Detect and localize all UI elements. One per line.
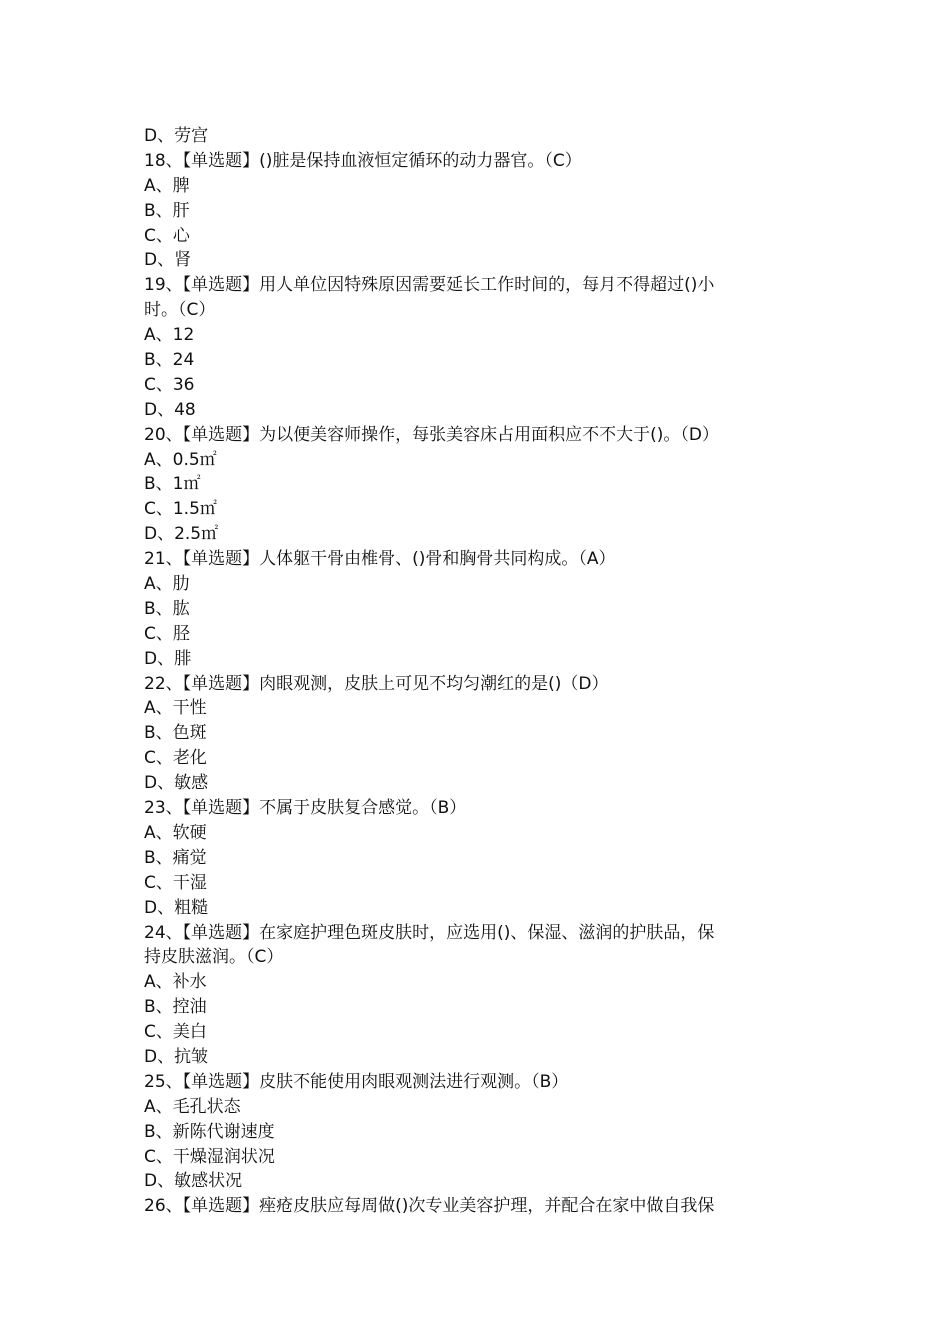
question-18-stem: 18、【单选题】()脏是保持血液恒定循环的动力器官。（C） bbox=[144, 150, 582, 171]
option-line: B、24 bbox=[144, 350, 195, 371]
option-line: A、肋 bbox=[144, 574, 190, 595]
option-line: A、补水 bbox=[144, 972, 207, 993]
question-25-stem: 25、【单选题】皮肤不能使用肉眼观测法进行观测。（B） bbox=[144, 1071, 569, 1092]
option-line: C、心 bbox=[144, 225, 190, 246]
option-line: A、脾 bbox=[144, 175, 190, 196]
question-26-stem: 26、【单选题】痤疮皮肤应每周做()次专业美容护理，并配合在家中做自我保 bbox=[144, 1196, 715, 1217]
option-line: A、0.5㎡ bbox=[144, 449, 217, 470]
option-line: B、新陈代谢速度 bbox=[144, 1121, 275, 1142]
option-line: C、美白 bbox=[144, 1022, 207, 1043]
question-19-stem: 19、【单选题】用人单位因特殊原因需要延长工作时间的，每月不得超过()小 bbox=[144, 275, 715, 296]
option-line: C、36 bbox=[144, 374, 195, 395]
option-line: D、48 bbox=[144, 399, 196, 420]
option-line: B、肱 bbox=[144, 598, 190, 619]
option-line: D、抗皱 bbox=[144, 1046, 209, 1067]
option-line: C、干湿 bbox=[144, 872, 207, 893]
question-24-stem: 24、【单选题】在家庭护理色斑皮肤时，应选用()、保湿、滋润的护肤品，保 bbox=[144, 922, 715, 943]
question-24-stem-continued: 持皮肤滋润。（C） bbox=[144, 947, 284, 968]
option-line: D、腓 bbox=[144, 648, 192, 669]
option-line: D、2.5㎡ bbox=[144, 524, 219, 545]
option-line: A、干性 bbox=[144, 698, 207, 719]
question-20-stem: 20、【单选题】为以便美容师操作，每张美容床占用面积应不不大于()。（D） bbox=[144, 424, 719, 445]
option-line: D、粗糙 bbox=[144, 897, 209, 918]
text-line: D、劳宫 bbox=[144, 126, 209, 146]
option-line: D、敏感 bbox=[144, 773, 209, 794]
option-line: C、干燥湿润状况 bbox=[144, 1146, 275, 1167]
option-line: C、1.5㎡ bbox=[144, 499, 217, 520]
option-line: C、胫 bbox=[144, 623, 190, 644]
option-line: A、软硬 bbox=[144, 822, 207, 843]
option-line: B、1㎡ bbox=[144, 474, 201, 495]
option-line: C、老化 bbox=[144, 748, 207, 769]
option-line: A、毛孔状态 bbox=[144, 1096, 241, 1117]
option-line: D、肾 bbox=[144, 250, 192, 271]
question-19-stem-continued: 时。（C） bbox=[144, 300, 216, 321]
option-line: A、12 bbox=[144, 325, 195, 346]
option-line: B、痛觉 bbox=[144, 847, 207, 868]
question-21-stem: 21、【单选题】人体躯干骨由椎骨、()骨和胸骨共同构成。（A） bbox=[144, 549, 616, 570]
question-22-stem: 22、【单选题】肉眼观测，皮肤上可见不均匀潮红的是()（D） bbox=[144, 673, 609, 694]
option-line: B、控油 bbox=[144, 997, 207, 1018]
option-line: B、肝 bbox=[144, 200, 190, 221]
document-page bbox=[144, 124, 814, 1219]
question-23-stem: 23、【单选题】不属于皮肤复合感觉。（B） bbox=[144, 798, 467, 819]
option-line: D、敏感状况 bbox=[144, 1171, 243, 1192]
option-line: B、色斑 bbox=[144, 723, 207, 744]
